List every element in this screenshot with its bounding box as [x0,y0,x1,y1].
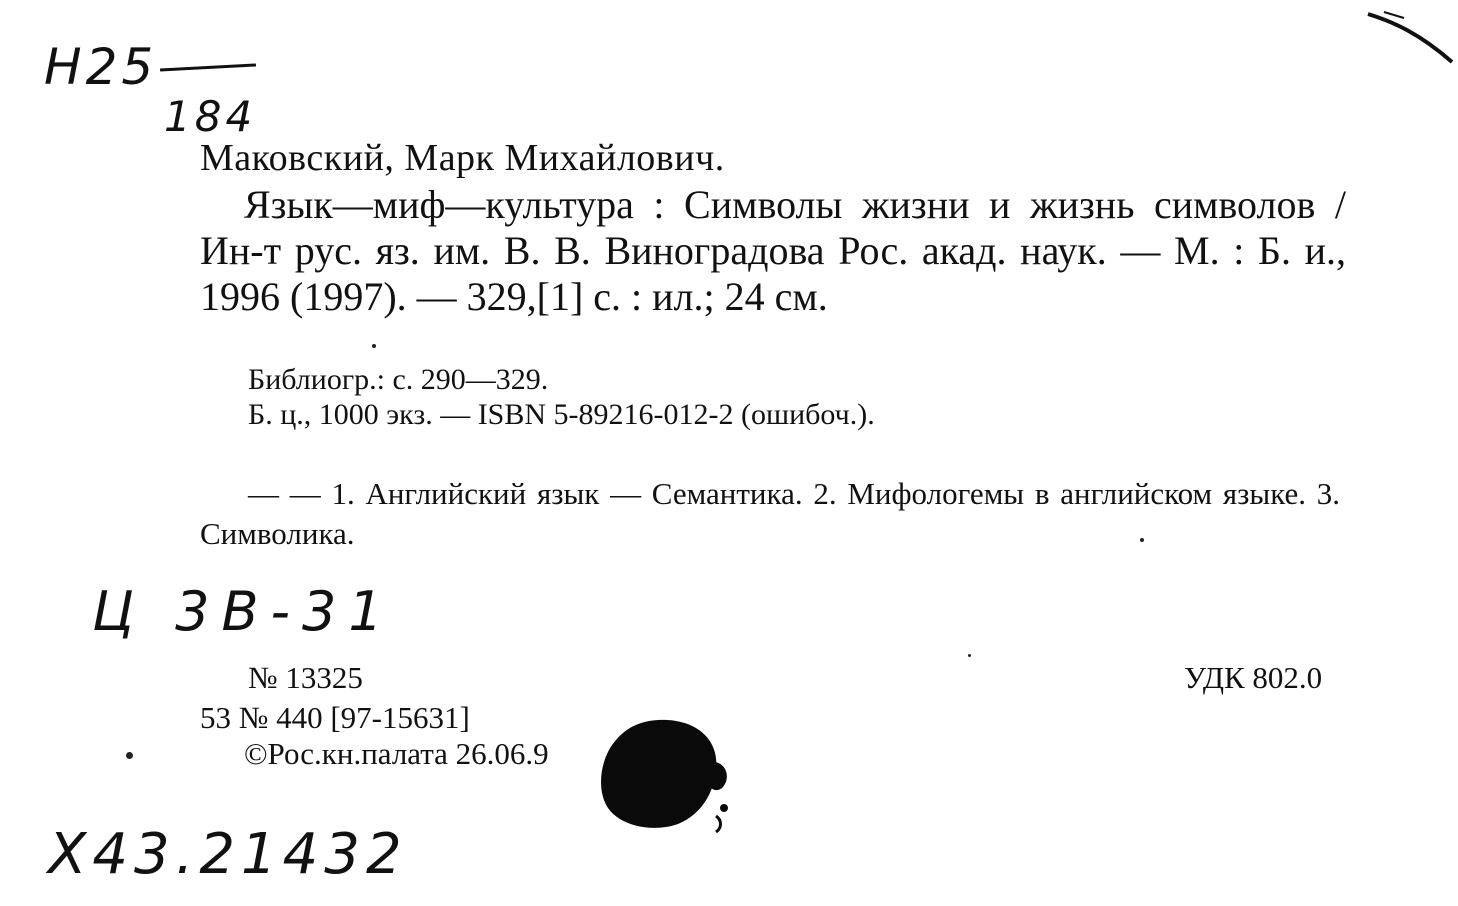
bibliography-note: Библиогр.: с. 290—329. [248,363,549,396]
ink-blot [598,716,738,836]
shelf-mark-divider [160,63,256,71]
shelf-mark-top: Н25 [44,38,158,96]
speck [1140,538,1144,542]
author-heading: Маковский, Марк Михайлович. [200,137,725,179]
title-block: Язык—миф—культура : Символы жизни и жизнь символов / Ин-т рус. яз. им. В. В. Виноградова Рос. акад. наук. — М. : Б. и., 1996 (1997). — 329,[1] с. : ил.; 24 см. [200,182,1346,319]
udc-code: УДК 802.0 [1184,660,1323,695]
shelf-mark-bottom: 184 [164,92,257,141]
series-number: 53 № 440 [97-15631] [200,700,470,735]
speck [126,752,133,759]
speck [968,654,971,657]
classification-mark: Ц 3В-31 [92,580,395,643]
speck [372,344,376,348]
record-number: № 13325 [248,660,363,695]
price-isbn-note: Б. ц., 1000 экз. — ISBN 5-89216-012-2 (ошибоч.). [248,398,875,431]
corner-mark [1364,8,1458,68]
subject-headings: — — 1. Английский язык — Семантика. 2. Мифологемы в английском языке. 3. Символика. [200,476,1340,551]
copyright-line: ©Рос.кн.палата 26.06.9 [244,736,549,771]
inventory-number: Х43.21432 [48,822,408,887]
